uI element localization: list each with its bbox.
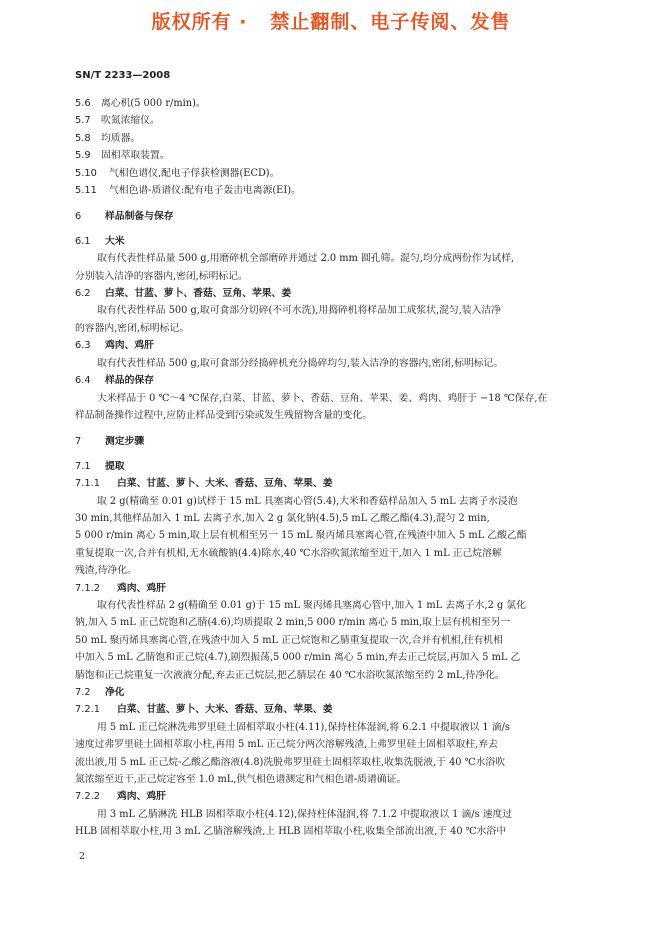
list-item: 5.8 均质器。 — [75, 132, 141, 144]
paragraph-line: 取有代表性样品 2 g(精确至 0.01 g)于 15 mL 聚丙烯具塞离心管中,加入 1 mL 去离子水,2 g 氯化 — [97, 599, 526, 611]
subsection-heading: 6.4 样品的保存 — [75, 375, 154, 387]
paragraph-line: 中加入 5 mL 乙腈饱和正己烷(4.7),剧烈振荡,5 000 r/min 离心 5 min,弃去正己烷层,再加入 5 mL 乙 — [75, 652, 521, 664]
subsection-heading: 7.1.1 白菜、甘蓝、萝卜、大米、香菇、豆角、苹果、姜 — [75, 478, 333, 490]
paragraph-line: 分别装入洁净的容器内,密闭,标明标记。 — [75, 270, 248, 282]
list-item: 5.11 气相色谱-质谱仪:配有电子轰击电离源(EI)。 — [75, 185, 301, 197]
subsection-heading: 7.1.2 鸡肉、鸡肝 — [75, 582, 166, 594]
paragraph-line: 50 mL 聚丙烯具塞离心管,在残渣中加入 5 mL 正己烷饱和乙腈重复提取一次,合并有机相,往有机相 — [75, 634, 503, 646]
paragraph-line: 流出液,用 5 mL 正己烷-乙酸乙酯溶液(4.8)洗脱弗罗里硅土固相萃取柱,收集洗脱液,于 40 ℃水浴吹 — [75, 756, 505, 768]
paragraph-line: 取有代表性样品量 500 g,用磨碎机全部磨碎并通过 2.0 mm 圆孔筛。混匀,均分成两份作为试样, — [97, 253, 515, 265]
paragraph-line: 的容器内,密闭,标明标记。 — [75, 322, 189, 334]
standard-number: SN/T 2233—2008 — [75, 70, 171, 81]
section-heading-7: 7 测定步骤 — [75, 436, 145, 448]
paragraph-line: 取 2 g(精确至 0.01 g)试样于 15 mL 具塞离心管(5.4),大米和香菇样品加入 5 mL 去离子水浸泡 — [97, 495, 518, 507]
paragraph-line: 用 3 mL 乙腈淋洗 HLB 固相萃取小柱(4.12),保持柱体湿润,将 7.1.2 中提取液以 1 滴/s 速度过 — [97, 808, 513, 820]
copyright-banner: 版权所有 · 禁止翻制、电子传阅、发售 — [151, 11, 511, 33]
equipment-list — [75, 95, 590, 199]
subsection-heading: 6.3 鸡肉、鸡肝 — [75, 340, 154, 352]
subsection-heading: 7.2 净化 — [75, 687, 125, 698]
subsection-heading: 7.2.1 白菜、甘蓝、萝卜、大米、香菇、豆角、苹果、姜 — [75, 704, 333, 716]
list-item: 5.10 气相色谱仪,配电子俘获检测器(ECD)。 — [75, 167, 280, 179]
paragraph-line: 残渣,待净化。 — [75, 565, 137, 577]
paragraph-line: 大米样品于 0 ℃～4 ℃保存,白菜、甘蓝、萝卜、香菇、豆角、苹果、姜、鸡肉、鸡肝于 −18 ℃保存,在 — [97, 392, 548, 404]
list-item: 5.7 吹氮浓缩仪。 — [75, 115, 160, 127]
paragraph-line: 取有代表性样品 500 g,取可食部分经捣碎机充分捣碎均匀,装入洁净的容器内,密闭,标明标记。 — [97, 357, 504, 369]
list-item: 5.6 离心机(5 000 r/min)。 — [75, 98, 206, 109]
paragraph-line: 取有代表性样品 500 g,取可食部分切碎(不可水洗),用捣碎机将样品加工成浆状,混匀,装入洁净 — [97, 305, 501, 317]
subsection-heading: 7.2.2 鸡肉、鸡肝 — [75, 791, 166, 803]
section-heading-6: 6 样品制备与保存 — [75, 211, 174, 223]
paragraph-line: 5 000 r/min 离心 5 min,取上层有机相至另一 15 mL 聚丙烯具塞离心管,在残渣中加入 5 mL 乙酸乙酯 — [75, 530, 527, 542]
paragraph-line: 腈饱和正己烷重复一次液液分配,弃去正己烷层,把乙腈层在 40 ℃水浴吹氮浓缩至约 2 mL,待净化。 — [75, 669, 505, 681]
subsection-heading: 7.1 提取 — [75, 460, 125, 472]
document-body — [75, 95, 590, 841]
subsection-heading: 6.1 大米 — [75, 235, 125, 247]
subsection-heading: 6.2 白菜、甘蓝、萝卜、香菇、豆角、苹果、姜 — [75, 288, 292, 300]
paragraph-line: 30 min,其他样品加入 1 mL 去离子水,加入 2 g 氯化钠(4.5),5 mL 乙酸乙酯(4.3),混匀 2 min, — [75, 512, 490, 524]
paragraph-line: HLB 固相萃取小柱,用 3 mL 乙腈溶解残渣,上 HLB 固相萃取小柱,收集全部流出液,于 40 ℃水浴中 — [75, 826, 507, 838]
list-item: 5.9 固相萃取装置。 — [75, 150, 170, 162]
paragraph-line: 速度过弗罗里硅土固相萃取小柱,再用 5 mL 正己烷分两次溶解残渣,上弗罗里硅土固相萃取柱,弃去 — [75, 739, 498, 751]
paragraph-line: 氮浓缩至近干,正己烷定容至 1.0 mL,供气相色谱测定和气相色谱-质谱确证。 — [75, 774, 407, 786]
page-number: 2 — [79, 851, 86, 862]
paragraph-line: 样品制备操作过程中,应防止样品受到污染或发生残留物含量的变化。 — [75, 409, 373, 421]
paragraph-line: 重复提取一次,合并有机相,无水硫酸钠(4.4)除水,40 ℃水浴吹氮浓缩至近干,加入 1 mL 正己烷溶解 — [75, 547, 502, 559]
paragraph-line: 钠,加入 5 mL 正己烷饱和乙腈(4.6),均质提取 2 min,5 000 r/min 离心 5 min,取上层有机相至另一 — [75, 617, 511, 629]
paragraph-line: 用 5 mL 正己烷淋洗弗罗里硅土固相萃取小柱(4.11),保持柱体湿润,将 6.2.1 中提取液以 1 滴/s — [97, 721, 510, 733]
